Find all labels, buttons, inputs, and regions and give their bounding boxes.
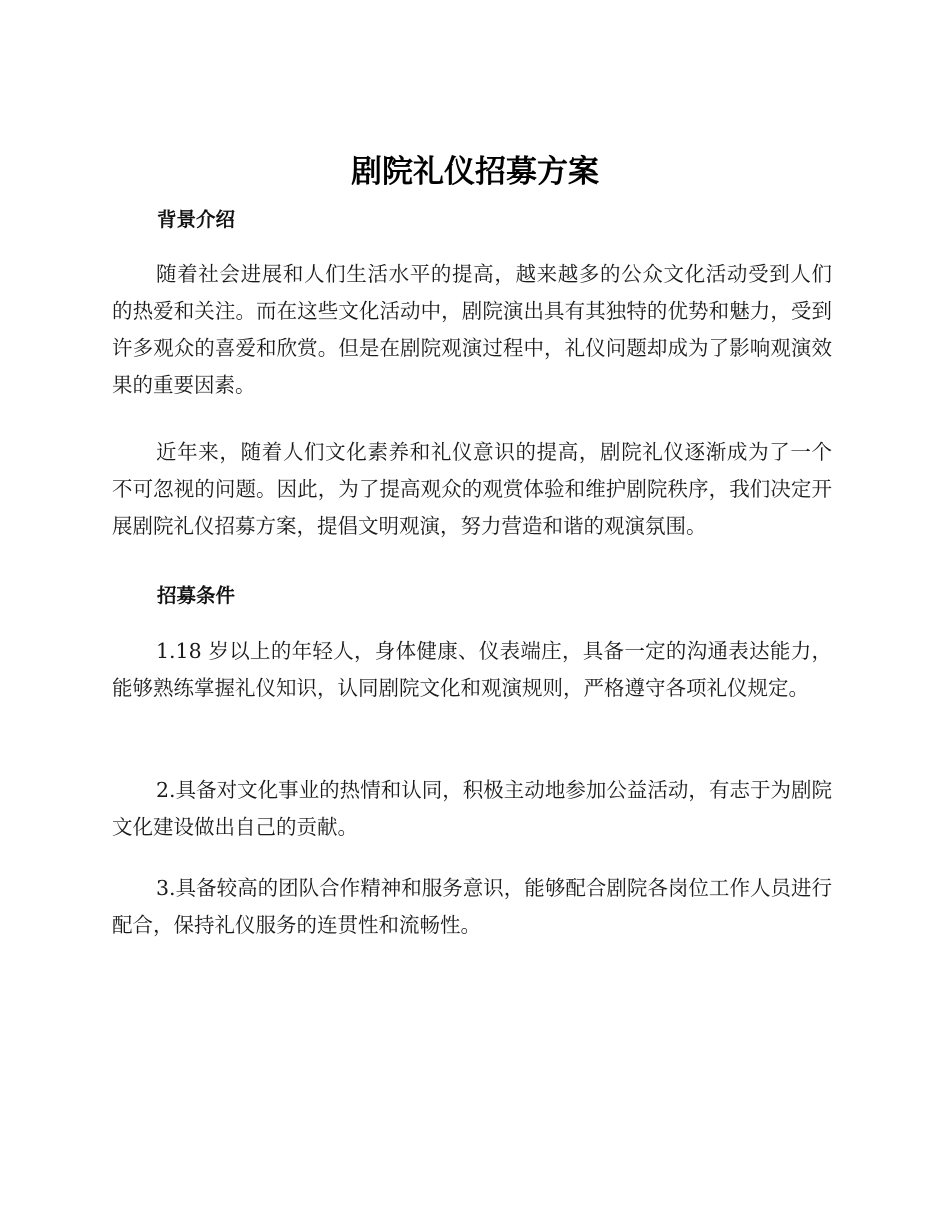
paragraph-background-1: 随着社会进展和人们生活水平的提高，越来越多的公众文化活动受到人们的热爱和关注。而在这些文化活动中，剧院演出具有其独特的优势和魅力，受到许多观众的喜爱和欣赏。但是在剧院观演过程中，礼仪问题却成为了影响观演效果的重要因素。 [112,262,832,397]
paragraph-requirement-3: 3.具备较高的团队合作精神和服务意识，能够配合剧院各岗位工作人员进行配合，保持礼仪服务的连贯性和流畅性。 [112,876,832,937]
section-heading-background: 背景介绍 [157,208,236,231]
paragraph-requirement-2: 2.具备对文化事业的热情和认同，积极主动地参加公益活动，有志于为剧院文化建设做出自己的贡献。 [112,778,832,839]
paragraph-background-2: 近年来，随着人们文化素养和礼仪意识的提高，剧院礼仪逐渐成为了一个不可忽视的问题。因此，为了提高观众的观赏体验和维护剧院秩序，我们决定开展剧院礼仪招募方案，提倡文明观演，努力营造和谐的观演氛围。 [112,440,832,538]
document-title: 剧院礼仪招募方案 [351,154,599,190]
section-heading-requirements: 招募条件 [157,584,236,607]
paragraph-requirement-1: 1.18 岁以上的年轻人，身体健康、仪表端庄，具备一定的沟通表达能力，能够熟练掌握礼仪知识，认同剧院文化和观演规则，严格遵守各项礼仪规定。 [112,639,832,700]
